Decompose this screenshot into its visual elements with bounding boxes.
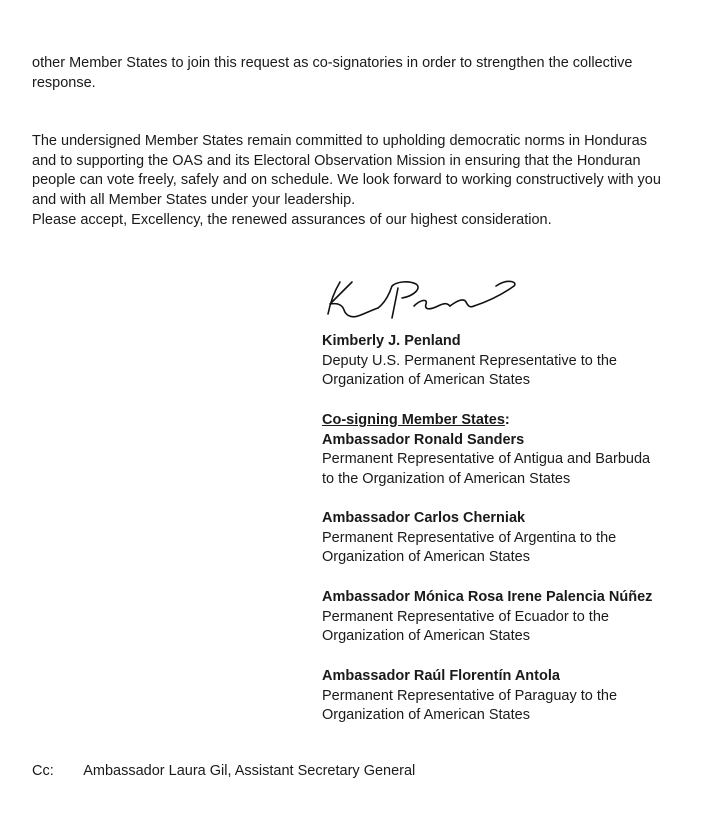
primary-signatory-block (322, 332, 702, 391)
cosigner-title-line1: Permanent Representative of Ecuador to the (322, 608, 609, 625)
cosigner-name: Ambassador Ronald Sanders (322, 431, 525, 448)
handwritten-signature (318, 266, 523, 324)
cosigners-heading-line (322, 411, 702, 431)
cosigner-block-paraguay (322, 667, 702, 726)
cosigner-title-line1: Permanent Representative of Argentina to the (322, 529, 617, 546)
cosigners-heading: Co-signing Member States (322, 412, 505, 428)
cosigner-title-line2: to the Organization of American States (322, 470, 571, 487)
cc-line (32, 762, 692, 782)
cosigner-name: Ambassador Mónica Rosa Irene Palencia Núñez (322, 589, 653, 605)
cosigner-title-line2: Organization of American States (322, 628, 530, 645)
cosigner-name: Ambassador Raúl Florentín Antola (322, 668, 560, 684)
cosigner-title-line1: Permanent Representative of Antigua and Barbuda (322, 451, 651, 468)
signatory-name: Kimberly J. Penland (322, 333, 461, 349)
cosigner-title-line1: Permanent Representative of Paraguay to the (322, 687, 618, 704)
cosigner-block-argentina (322, 509, 702, 568)
cosigner-name: Ambassador Carlos Cherniak (322, 510, 526, 526)
signatory-title-line1: Deputy U.S. Permanent Representative to the (322, 352, 617, 369)
cosigners-block (322, 411, 702, 489)
paragraph-request: other Member States to join this request as co-signatories in order to strengthen the collective response. (32, 55, 633, 91)
cosigners-heading-colon: : (504, 412, 510, 428)
paragraph-closing: Please accept, Excellency, the renewed assurances of our highest consideration. (32, 212, 552, 228)
cosigner-title-line2: Organization of American States (322, 549, 530, 566)
paragraph-commitment: The undersigned Member States remain committed to upholding democratic norms in Honduras and to supporting the OAS and its Electoral Observation Mission in ensuring that the Honduran people can vote freely, safely and on schedule. We look forward to working constructively with you and with all Member States under your leadership. (32, 133, 661, 208)
cosigner-title-line2: Organization of American States (322, 707, 530, 724)
signatory-title-line2: Organization of American States (322, 372, 530, 389)
cc-label: Cc: (32, 763, 54, 779)
cc-recipient: Ambassador Laura Gil, Assistant Secretary General (83, 763, 416, 779)
cosigner-block-ecuador (322, 588, 702, 647)
